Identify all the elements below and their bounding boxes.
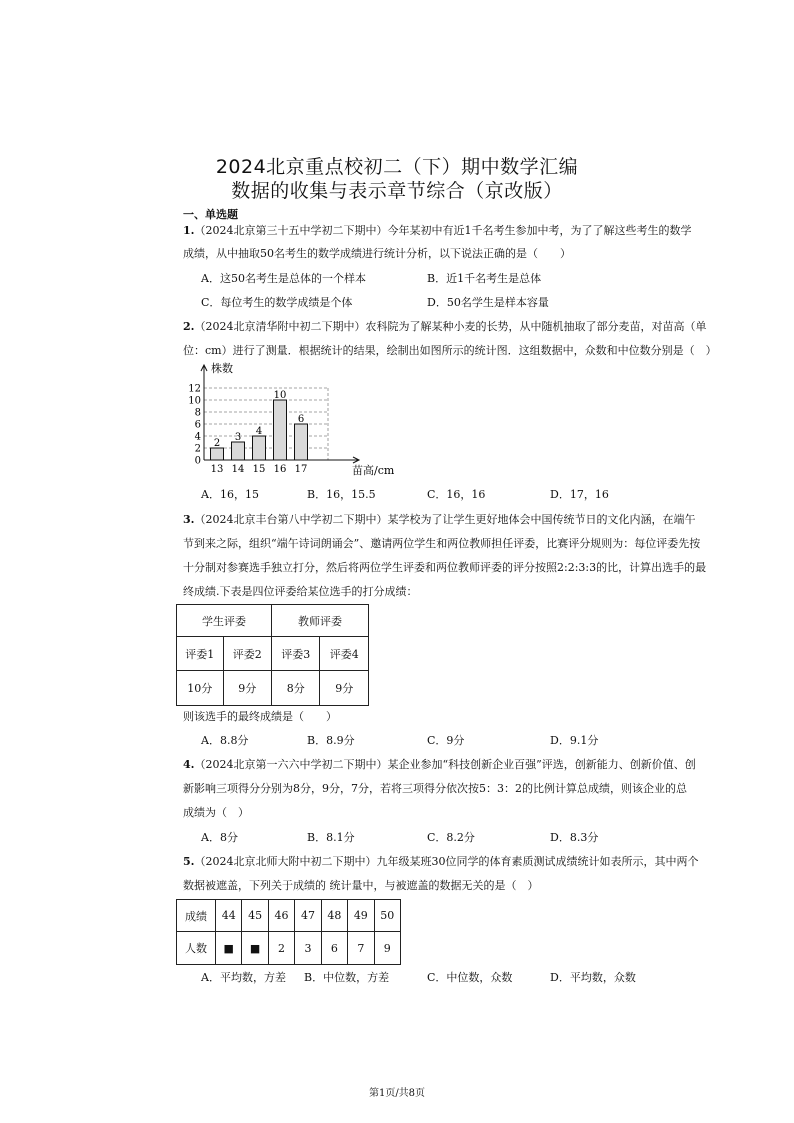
score-cell: 50 <box>374 900 400 932</box>
judge-label: 评委1 <box>177 637 224 671</box>
q4-option-a: A．8分 <box>201 831 238 844</box>
q4-line3: 成绩为（ ） <box>183 806 249 819</box>
count-cell: 3 <box>295 932 321 965</box>
q2-text1: （2024北京清华附中初二下期中）农科院为了解某种小麦的长势，从中随机抽取了部分麦苗，对苗高（单 <box>194 320 707 333</box>
y-tick-label: 2 <box>194 443 201 455</box>
q2-line2: 位：cm）进行了测量．根据统计的结果，绘制出如图所示的统计图．这组数据中，众数和中位数分别是（ ） <box>183 344 717 357</box>
bar-value-label: 6 <box>297 414 305 425</box>
q1-option-b: B．近1千名考生是总体 <box>427 272 542 285</box>
score-cell: 44 <box>216 900 242 932</box>
q3-number: 3. <box>183 513 195 526</box>
q5-line2: 数据被遮盖，下列关于成绩的 统计量中，与被遮盖的数据无关的是（ ） <box>183 879 539 892</box>
q3-line3: 十分制对参赛选手独立打分，然后将两位学生评委和两位教师评委的评分按照2:2:3:3的比，计算出选手的最 <box>183 561 707 574</box>
q1-option-c: C．每位考生的数学成绩是个体 <box>201 296 353 309</box>
count-cell-covered: ■ <box>242 932 268 965</box>
x-tick-label: 16 <box>273 464 287 475</box>
bar-value-label: 2 <box>213 438 221 449</box>
count-cell-covered: ■ <box>216 932 242 965</box>
y-tick-label: 6 <box>194 419 201 431</box>
judge-score: 10分 <box>177 671 224 706</box>
q5-option-b: B．中位数，方差 <box>304 971 390 984</box>
count-cell: 7 <box>348 932 374 965</box>
q3-line2: 节到来之际，组织“端午诗词朗诵会”、邀请两位学生和两位教师担任评委，比赛评分规则为：每位评委先按 <box>183 537 701 550</box>
judge-score-table <box>176 604 369 706</box>
q1-option-d: D．50名学生是样本容量 <box>427 296 549 309</box>
q5-option-a: A．平均数，方差 <box>201 971 286 984</box>
x-tick-label: 17 <box>294 464 308 475</box>
q3-option-b: B．8.9分 <box>307 734 355 747</box>
score-cell: 47 <box>295 900 321 932</box>
bar <box>295 424 308 460</box>
judge-score: 9分 <box>223 671 271 706</box>
row-label-count: 人数 <box>177 932 216 965</box>
q1-line2: 成绩，从中抽取50名考生的数学成绩进行统计分析，以下说法正确的是（ ） <box>183 247 571 260</box>
y-axis-title: 株数 <box>211 362 233 375</box>
judge-label: 评委2 <box>223 637 271 671</box>
q4-text1: （2024北京第一六六中学初二下期中）某企业参加“科技创新企业百强”评选，创新能力、创新价值、创 <box>194 758 696 771</box>
y-tick-label: 4 <box>194 431 201 443</box>
q5-line1 <box>183 853 699 869</box>
table-header-student-judges: 学生评委 <box>177 605 272 637</box>
q1-number: 1. <box>183 224 195 237</box>
q3-option-c: C．9分 <box>427 734 465 747</box>
judge-score: 8分 <box>272 671 320 706</box>
y-tick-label: 0 <box>194 455 201 467</box>
q5-option-d: D．平均数，众数 <box>550 971 636 984</box>
q4-option-d: D．8.3分 <box>550 831 599 844</box>
x-tick-label: 14 <box>231 464 245 475</box>
x-tick-label: 15 <box>252 464 266 475</box>
table-header-teacher-judges: 教师评委 <box>272 605 369 637</box>
bar <box>211 448 224 460</box>
count-cell: 2 <box>268 932 294 965</box>
score-cell: 45 <box>242 900 268 932</box>
judge-score: 9分 <box>320 671 369 706</box>
x-tick-label: 13 <box>210 464 224 475</box>
q3-option-d: D．9.1分 <box>550 734 599 747</box>
score-cell: 48 <box>321 900 347 932</box>
bar-value-label: 10 <box>273 390 287 401</box>
q2-number: 2. <box>183 320 195 333</box>
y-tick-label: 8 <box>194 407 201 419</box>
count-cell: 6 <box>321 932 347 965</box>
score-cell: 49 <box>348 900 374 932</box>
q1-option-a: A．这50名考生是总体的一个样本 <box>201 272 366 285</box>
q5-text1: （2024北京北师大附中初二下期中）九年级某班30位同学的体育素质测试成绩统计如表所示，其中两个 <box>194 855 699 868</box>
q3-text1: （2024北京丰台第八中学初二下期中）某学校为了让学生更好地体会中国传统节日的文化内涵，在端午 <box>194 513 696 526</box>
bar-value-label: 3 <box>234 432 242 443</box>
q3-option-a: A．8.8分 <box>201 734 249 747</box>
section-heading: 一、单选题 <box>183 208 238 221</box>
q2-option-a: A．16，15 <box>201 488 259 501</box>
judge-label: 评委4 <box>320 637 369 671</box>
bar-value-label: 4 <box>255 426 263 437</box>
score-count-table <box>176 899 401 965</box>
y-tick-label: 12 <box>188 383 201 395</box>
q1-text1: （2024北京第三十五中学初二下期中）今年某初中有近1千名考生参加中考，为了了解这些考生的数学 <box>194 224 692 237</box>
q1-line1 <box>183 222 692 238</box>
q4-option-c: C．8.2分 <box>427 831 475 844</box>
score-cell: 46 <box>268 900 294 932</box>
q3-line1 <box>183 511 696 527</box>
q3-after-table: 则该选手的最终成绩是（ ） <box>183 710 337 723</box>
judge-label: 评委3 <box>272 637 320 671</box>
row-label-score: 成绩 <box>177 900 216 932</box>
q4-line1 <box>183 756 696 772</box>
bar-chart <box>180 360 395 478</box>
q2-option-d: D．17，16 <box>550 488 609 501</box>
q2-line1 <box>183 318 707 334</box>
bar <box>232 442 245 460</box>
bar <box>274 400 287 460</box>
q5-number: 5. <box>183 855 195 868</box>
q4-number: 4. <box>183 758 195 771</box>
q5-option-c: C．中位数，众数 <box>427 971 513 984</box>
page-footer: 第1页/共8页 <box>368 1088 426 1099</box>
y-tick-label: 10 <box>188 395 201 407</box>
q2-option-b: B．16，15.5 <box>307 488 376 501</box>
count-cell: 9 <box>374 932 400 965</box>
page-title: 2024北京重点校初二（下）期中数学汇编 <box>215 156 579 178</box>
q2-option-c: C．16，16 <box>427 488 486 501</box>
page-subtitle: 数据的收集与表示章节综合（京改版） <box>231 180 563 202</box>
q4-line2: 新影响三项得分分别为8分，9分，7分，若将三项得分依次按5：3：2的比例计算总成绩，则该企业的总 <box>183 782 687 795</box>
x-axis-title: 苗高/cm <box>352 464 395 477</box>
q4-option-b: B．8.1分 <box>307 831 355 844</box>
q3-line4: 终成绩.下表是四位评委给某位选手的打分成绩： <box>183 585 418 598</box>
bar <box>253 436 266 460</box>
